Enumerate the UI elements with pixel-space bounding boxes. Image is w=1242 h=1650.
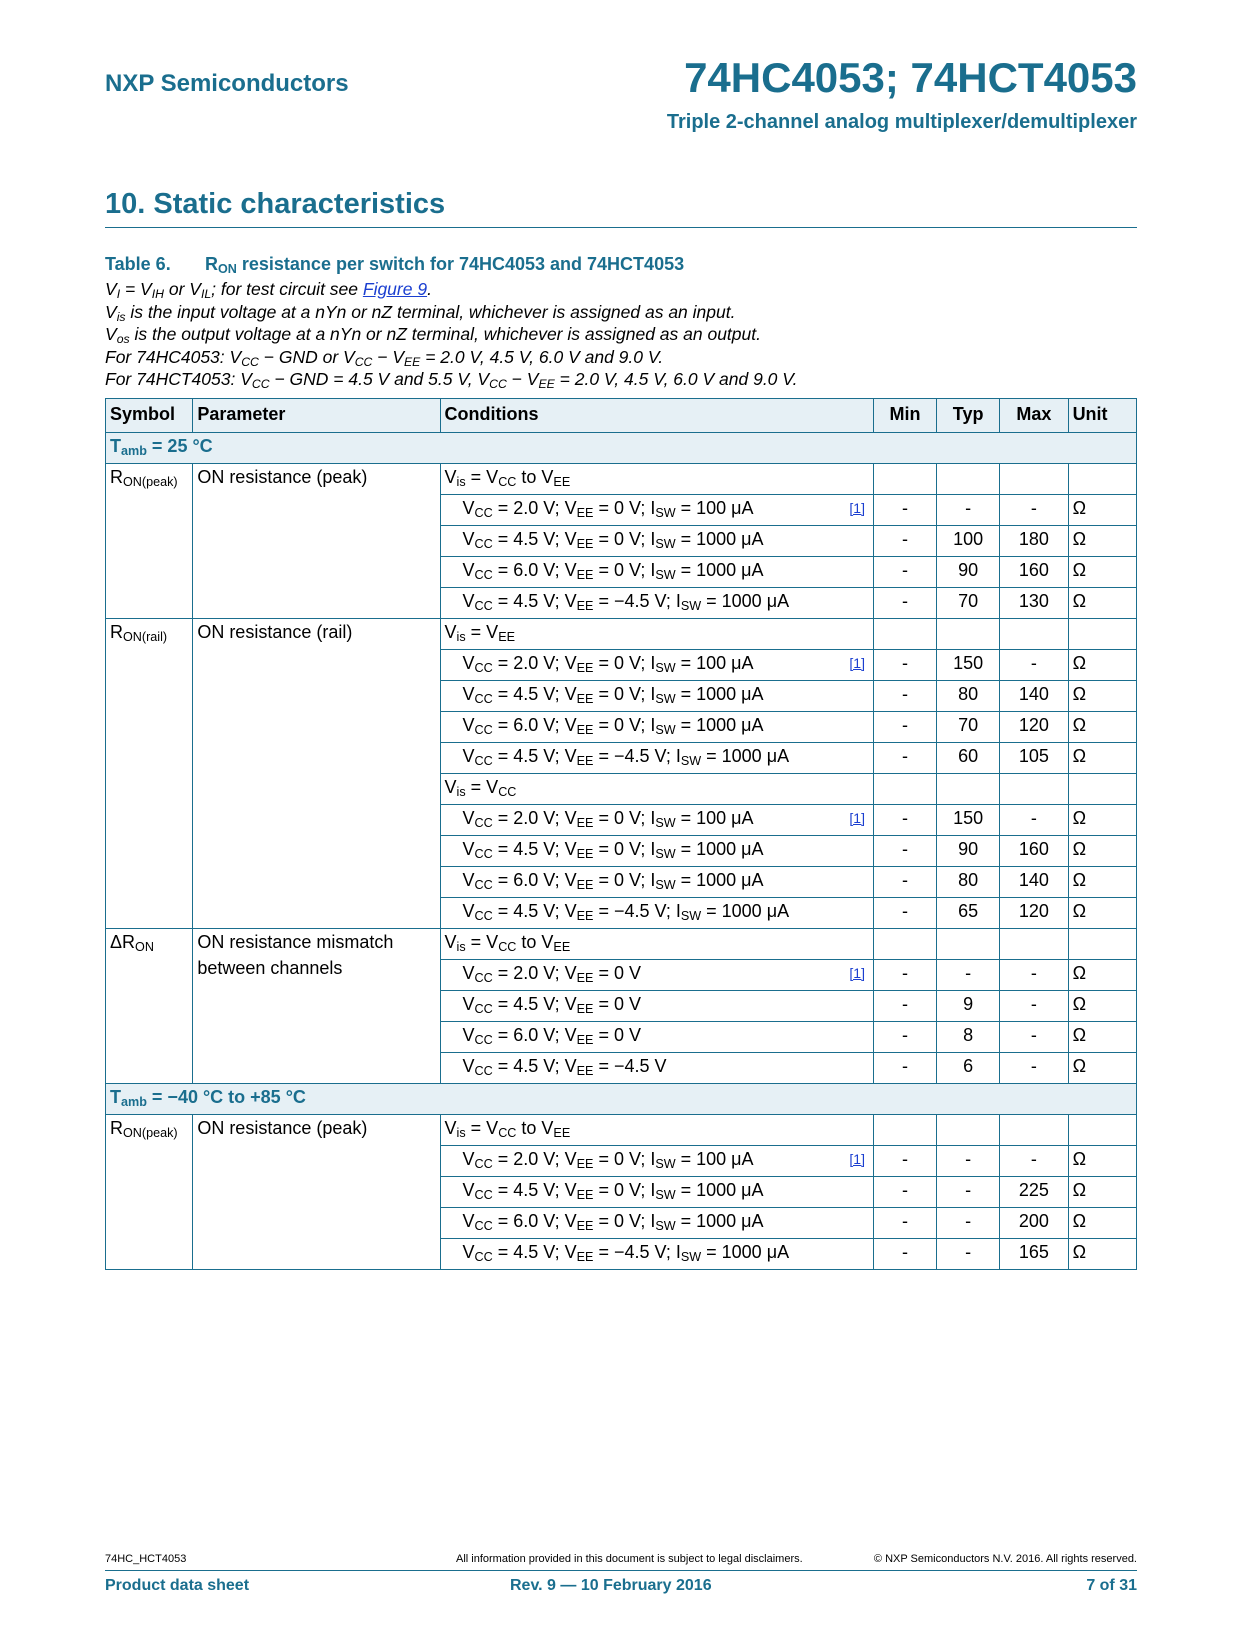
table-row: $V_{CC} = 6.0$ V; $V_{EE} = 0$ V; $I_{SW} = 1000$ μA - - 200 Ω	[106, 1208, 1137, 1239]
table-header-row	[106, 399, 1137, 433]
table-row: $\Delta R_{ON}$ ON resistance mismatch between channels $V_{is} = V_{CC}$ to $V_{EE}$	[106, 929, 1137, 960]
group-row-25c: $T_{amb} = 25$ °C	[106, 433, 1137, 464]
symbol-ron-peak-range: $R_{ON(peak)}$	[106, 1115, 193, 1270]
footer-doc-id: 74HC_HCT4053	[105, 1553, 187, 1565]
table-row: $V_{is} = V_{CC}$	[106, 774, 1137, 805]
param-ron-peak-range: ON resistance (peak)	[193, 1115, 440, 1270]
table-row: $R_{ON(rail)}$ ON resistance (rail) $V_{is} = V_{EE}$	[106, 619, 1137, 650]
footnote-link[interactable]: [1]	[849, 1151, 865, 1167]
table-row: $V_{CC} = 6.0$ V; $V_{EE} = 0$ V - 8 - Ω	[106, 1022, 1137, 1053]
footer-revision: Rev. 9 — 10 February 2016	[510, 1577, 712, 1594]
footnote-link[interactable]: [1]	[849, 655, 865, 671]
symbol-delta-ron: $\Delta R_{ON}$	[106, 929, 193, 1084]
table-row: $V_{CC} = 4.5$ V; $V_{EE} = -4.5$ V; $I_{SW} = 1000$ μA - 70 130 Ω	[106, 588, 1137, 619]
table-row: $V_{CC} = 4.5$ V; $V_{EE} = -4.5$ V; $I_{SW} = 1000$ μA - - 165 Ω	[106, 1239, 1137, 1270]
col-unit: Unit	[1068, 399, 1136, 433]
table-row: $V_{CC} = 2.0$ V; $V_{EE} = 0$ V; $I_{SW} = 100$ μA [1] - 150 - Ω	[106, 805, 1137, 836]
col-conditions: Conditions	[440, 399, 873, 433]
figure-9-link[interactable]: Figure 9	[362, 279, 428, 299]
col-parameter: Parameter	[193, 399, 440, 433]
table-row: $V_{CC} = 4.5$ V; $V_{EE} = 0$ V - 9 - Ω	[106, 991, 1137, 1022]
footer-disclaimer: All information provided in this document is subject to legal disclaimers.	[456, 1553, 803, 1565]
table-row: $V_{CC} = 4.5$ V; $V_{EE} = 0$ V; $I_{SW} = 1000$ μA - 90 160 Ω	[106, 836, 1137, 867]
table-number: Table 6.	[105, 254, 171, 274]
table-notes: $V_I = V_{IH}$ or $V_{IL}$; for test circuit see Figure 9. $V_{is}$ is the input voltage at a nYn or nZ terminal, whichever is assigned as an input. $V_{os}$ is the output voltage at a nYn or nZ terminal, whichever is assigned as an output. For 74HC4053: $V_{CC}$ − GND or $V_{CC} - V_{EE} = 2.0$ V, 4.5 V, 6.0 V and 9.0 V. For 74HCT4053: $V_{CC}$ − GND = 4.5 V and 5.5 V, $V_{CC} - V_{EE} = 2.0$ V, 4.5 V, 6.0 V and 9.0 V.	[105, 279, 798, 391]
footnote-link[interactable]: [1]	[849, 500, 865, 516]
table-row: $V_{CC} = 4.5$ V; $V_{EE} = 0$ V; $I_{SW} = 1000$ μA - 80 140 Ω	[106, 681, 1137, 712]
symbol-ron-peak: $R_{ON(peak)}$	[106, 464, 193, 619]
ron-resistance-table	[105, 398, 1137, 1270]
table-row: $V_{CC} = 2.0$ V; $V_{EE} = 0$ V; $I_{SW} = 100$ μA [1] - - - Ω	[106, 1146, 1137, 1177]
table-row: $V_{CC} = 2.0$ V; $V_{EE} = 0$ V; $I_{SW} = 100$ μA [1] - - - Ω	[106, 495, 1137, 526]
group-row-range: $T_{amb} = -40$ °C to +85 °C	[106, 1084, 1137, 1115]
table-row: $V_{CC} = 4.5$ V; $V_{EE} = 0$ V; $I_{SW} = 1000$ μA - - 225 Ω	[106, 1177, 1137, 1208]
table-row: $V_{CC} = 4.5$ V; $V_{EE} = -4.5$ V; $I_{SW} = 1000$ μA - 60 105 Ω	[106, 743, 1137, 774]
footer-page-number: 7 of 31	[1086, 1577, 1137, 1594]
table-row: $V_{CC} = 4.5$ V; $V_{EE} = -4.5$ V; $I_{SW} = 1000$ μA - 65 120 Ω	[106, 898, 1137, 929]
footer-copyright: © NXP Semiconductors N.V. 2016. All rights reserved.	[873, 1553, 1137, 1565]
param-ron-peak: ON resistance (peak)	[193, 464, 440, 619]
table-row: $V_{CC} = 6.0$ V; $V_{EE} = 0$ V; $I_{SW} = 1000$ μA - 90 160 Ω	[106, 557, 1137, 588]
product-subtitle: Triple 2-channel analog multiplexer/demultiplexer	[666, 111, 1137, 133]
footnote-link[interactable]: [1]	[849, 965, 865, 981]
col-max: Max	[1000, 399, 1068, 433]
table-row: $V_{CC} = 2.0$ V; $V_{EE} = 0$ V; $I_{SW} = 100$ μA [1] - 150 - Ω	[106, 650, 1137, 681]
product-title: 74HC4053; 74HCT4053	[684, 54, 1137, 101]
col-symbol: Symbol	[106, 399, 193, 433]
table-row: $V_{CC} = 4.5$ V; $V_{EE} = 0$ V; $I_{SW} = 1000$ μA - 100 180 Ω	[106, 526, 1137, 557]
table-row: $V_{CC} = 2.0$ V; $V_{EE} = 0$ V [1] - - - Ω	[106, 960, 1137, 991]
param-ron-rail: ON resistance (rail)	[193, 619, 440, 929]
table-row: $R_{ON(peak)}$ ON resistance (peak) $V_{is} = V_{CC}$ to $V_{EE}$	[106, 1115, 1137, 1146]
section-title: 10. Static characteristics	[105, 188, 1137, 228]
col-typ: Typ	[937, 399, 1000, 433]
symbol-ron-rail: $R_{ON(rail)}$	[106, 619, 193, 929]
footer-doc-type: Product data sheet	[105, 1577, 250, 1594]
param-ron-mismatch: ON resistance mismatch between channels	[193, 929, 440, 1084]
company-name: NXP Semiconductors	[105, 70, 349, 97]
footnote-link[interactable]: [1]	[849, 810, 865, 826]
table-row: $V_{CC} = 4.5$ V; $V_{EE} = -4.5$ V - 6 - Ω	[106, 1053, 1137, 1084]
table-row: $V_{CC} = 6.0$ V; $V_{EE} = 0$ V; $I_{SW} = 1000$ μA - 70 120 Ω	[106, 712, 1137, 743]
table-row: $R_{ON(peak)}$ ON resistance (peak) $V_{is} = V_{CC}$ to $V_{EE}$	[106, 464, 1137, 495]
footer-divider	[105, 1570, 1137, 1571]
table-row: $V_{CC} = 6.0$ V; $V_{EE} = 0$ V; $I_{SW} = 1000$ μA - 80 140 Ω	[106, 867, 1137, 898]
table-caption: Table 6. $R_{ON}$ resistance per switch for 74HC4053 and 74HCT4053	[105, 254, 685, 276]
col-min: Min	[873, 399, 936, 433]
